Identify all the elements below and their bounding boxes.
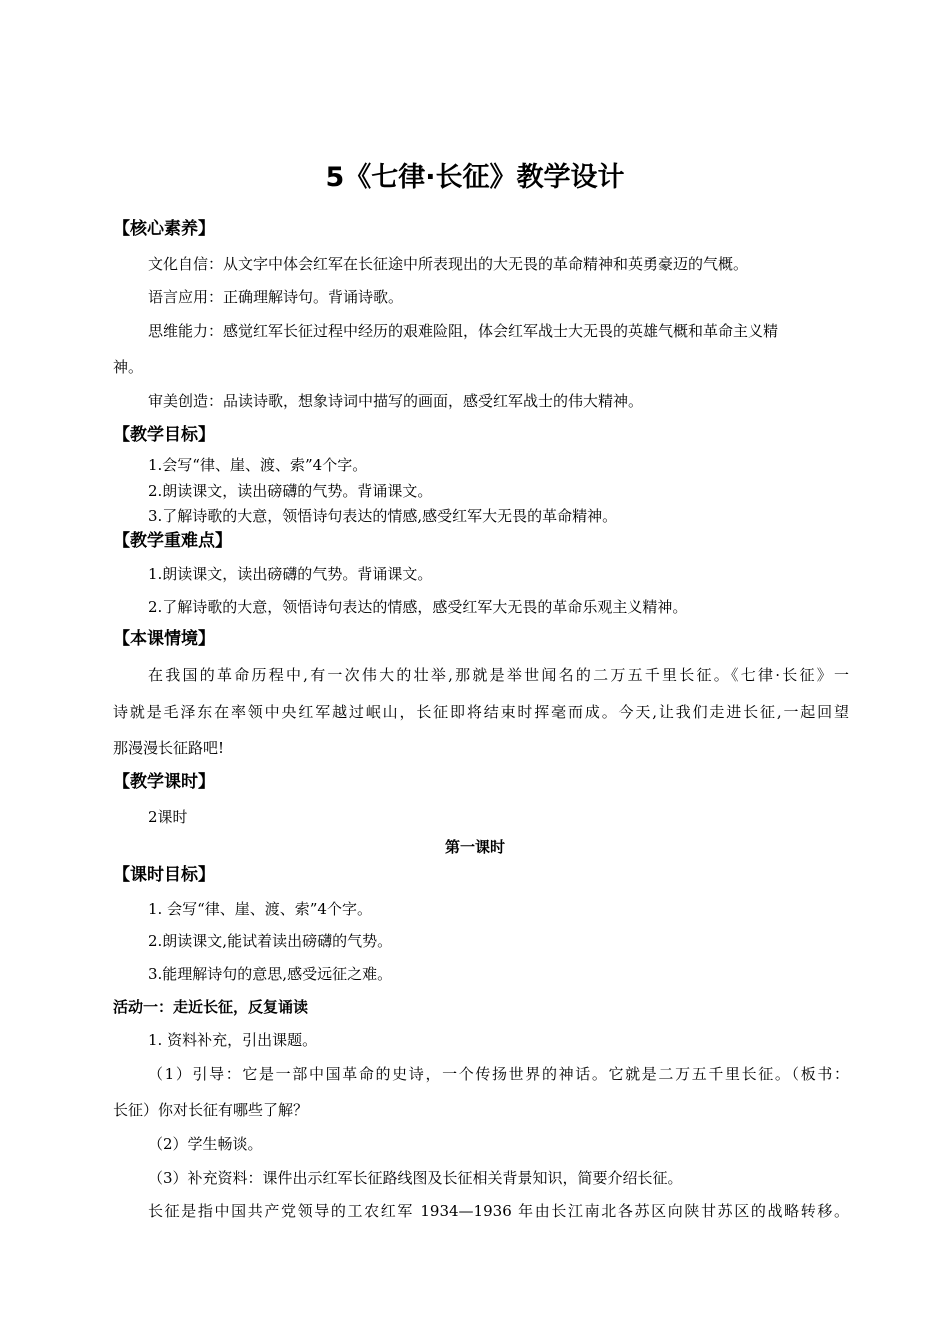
section-heading-keypoints: 【教学重难点】 [113,531,232,551]
section-heading-core: 【核心素养】 [113,219,215,239]
paragraph-line: 诗就是毛泽东在率领中央红军越过岷山，长征即将结束时挥毫而成。今天,让我们走进长征,一起回望 [113,703,849,721]
paragraph-line: 2课时 [148,808,188,826]
section-heading-context: 【本课情境】 [113,629,215,649]
list-item: 2.朗读课文,能试着读出磅礴的气势。 [148,932,393,950]
paragraph-line: 审美创造：品读诗歌，想象诗词中描写的画面，感受红军战士的伟大精神。 [148,392,644,410]
list-item: 2.朗读课文，读出磅礴的气势。背诵课文。 [148,482,433,500]
paragraph-line: 思维能力：感觉红军长征过程中经历的艰难险阻，体会红军战士大无畏的英雄气概和革命主义精 [148,322,779,340]
section-heading-goals: 【教学目标】 [113,425,215,445]
list-item: 2.了解诗歌的大意，领悟诗句表达的情感，感受红军大无畏的革命乐观主义精神。 [148,598,688,616]
paragraph-line: 文化自信：从文字中体会红军在长征途中所表现出的大无畏的革命精神和英勇豪迈的气概。 [148,255,749,273]
paragraph-line: 神。 [113,358,144,376]
paragraph-line: （2）学生畅谈。 [148,1135,263,1153]
list-item: 3.了解诗歌的大意，领悟诗句表达的情感,感受红军大无畏的革命精神。 [148,507,618,525]
list-item: 1. 会写“律、崖、渡、索”4个字。 [148,900,372,918]
document-title: 5《七律·长征》教学设计 [325,162,625,193]
paragraph-line: 在我国的革命历程中,有一次伟大的壮举,那就是举世闻名的二万五千里长征。《七律·长征》一 [148,666,849,684]
paragraph-line: 1. 资料补充，引出课题。 [148,1031,318,1049]
activity-heading: 活动一：走近长征，反复诵读 [113,998,309,1016]
paragraph-line: （3）补充资料：课件出示红军长征路线图及长征相关背景知识，简要介绍长征。 [148,1169,683,1187]
paragraph-line: 那漫漫长征路吧! [113,739,225,757]
section-heading-hours: 【教学课时】 [113,772,215,792]
list-item: 3.能理解诗句的意思,感受远征之难。 [148,965,393,983]
section-heading-lesson-goals: 【课时目标】 [113,865,215,885]
list-item: 1.会写“律、崖、渡、索”4个字。 [148,456,368,474]
list-item: 1.朗读课文，读出磅礴的气势。背诵课文。 [148,565,433,583]
lesson-heading: 第一课时 [444,838,505,856]
paragraph-line: 语言应用：正确理解诗句。背诵诗歌。 [148,288,404,306]
paragraph-line: 长征）你对长征有哪些了解？ [113,1101,309,1119]
paragraph-line: 长征是指中国共产党领导的工农红军 1934—1936 年由长江南北各苏区向陕甘苏区的战略转移。 [148,1202,849,1220]
paragraph-line: （1）引导：它是一部中国革命的史诗，一个传扬世界的神话。它就是二万五千里长征。（板书： [148,1065,849,1083]
